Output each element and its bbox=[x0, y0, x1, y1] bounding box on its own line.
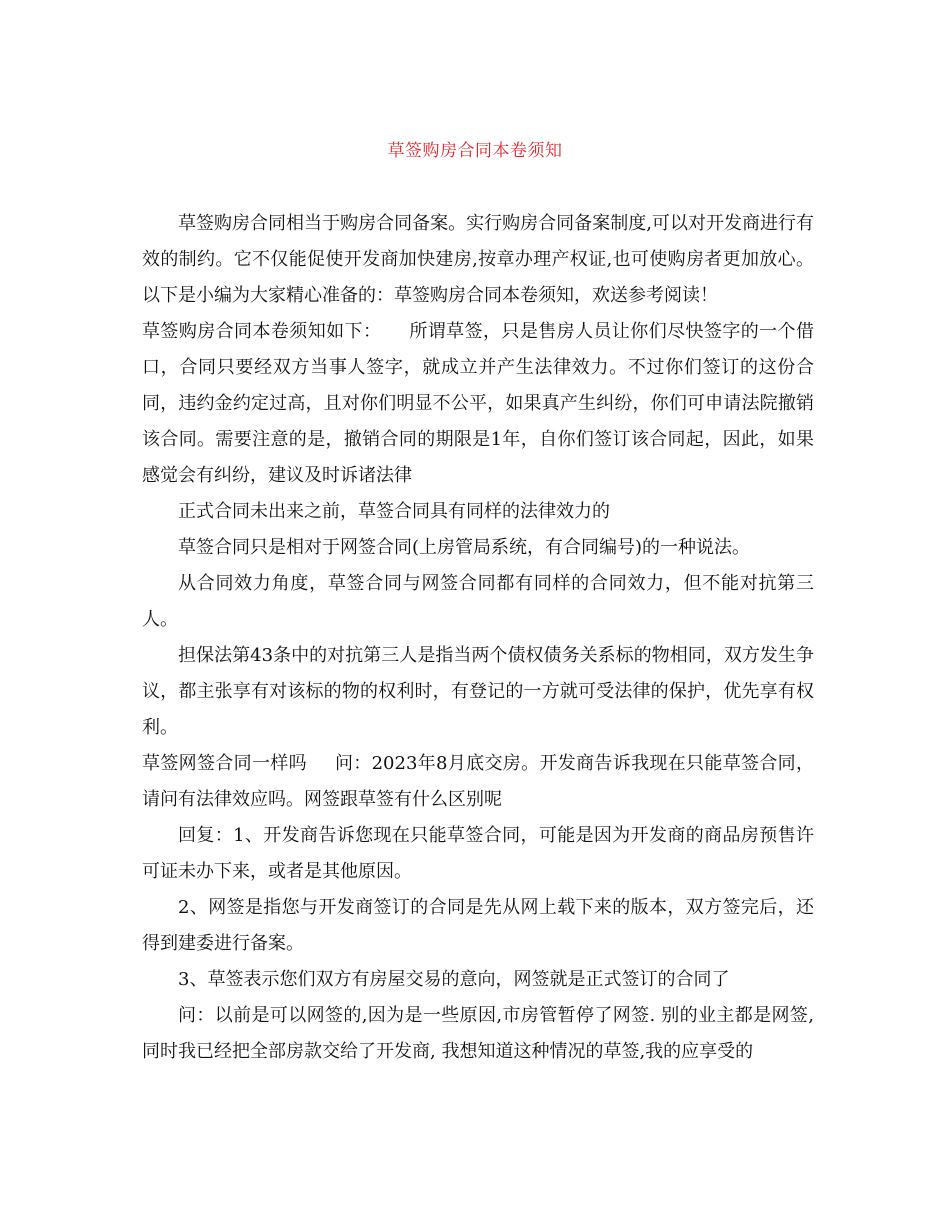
section1-heading: 草签购房合同本卷须知如下： bbox=[142, 321, 382, 342]
section2-question: 问：2023年8月底交房。开发商告诉我现在只能草签合同，请问有法律效应吗。网签跟草签有什么区别呢 bbox=[142, 753, 815, 810]
intro-paragraph: 草签购房合同相当于购房合同备案。实行购房合同备案制度,可以对开发商进行有效的制约。它不仅能促使开发商加快建房,按章办理产权证,也可使购房者更加放心。以下是小编为大家精心准备的：草签购房合同本卷须知，欢送参考阅读！ bbox=[142, 213, 814, 306]
guarantee-law-paragraph: 担保法第43条中的对抗第三人是指当两个债权债务关系标的物相同，双方发生争议，都主张享有对该标的物的权利时，有登记的一方就可受法律的保护，优先享有权利。 bbox=[142, 645, 814, 738]
reply-1-paragraph: 回复：1、开发商告诉您现在只能草签合同，可能是因为开发商的商品房预售许可证未办下来，或者是其他原因。 bbox=[142, 825, 814, 882]
page-title: 草签购房合同本卷须知 bbox=[387, 141, 563, 161]
section1-paragraph bbox=[142, 314, 814, 494]
effect-paragraph: 从合同效力角度，草签合同与网签合同都有同样的合同效力，但不能对抗第三人。 bbox=[142, 573, 814, 630]
section2-heading: 草签网签合同一样吗 bbox=[142, 753, 307, 774]
formal-contract-paragraph: 正式合同未出来之前，草签合同具有同样的法律效力的 bbox=[178, 501, 610, 522]
reply-3-paragraph: 3、草签表示您们双方有房屋交易的意向，网签就是正式签订的合同了 bbox=[178, 969, 730, 990]
relative-paragraph: 草签合同只是相对于网签合同(上房管局系统，有合同编号)的一种说法。 bbox=[178, 537, 751, 558]
section1-text: 所谓草签，只是售房人员让你们尽快签字的一个借口，合同只要经双方当事人签字，就成立并产生法律效力。不过你们签订的这份合同，违约金约定过高，且对你们明显不公平，如果真产生纠纷，你们可申请法院撤销该合同。需要注意的是，撤销合同的期限是1年，自你们签订该合同起，因此，如果感觉会有纠纷，建议及时诉诸法律 bbox=[142, 321, 815, 486]
question-2-paragraph: 问：以前是可以网签的,因为是一些原因,市房管暂停了网签. 别的业主都是网签,同时我已经把全部房款交给了开发商, 我想知道这种情况的草签,我的应享受的 bbox=[142, 1005, 814, 1062]
document-body bbox=[142, 206, 814, 1070]
section2-paragraph bbox=[142, 746, 814, 818]
reply-2-paragraph: 2、网签是指您与开发商签订的合同是先从网上载下来的版本，双方签完后，还得到建委进行备案。 bbox=[142, 897, 814, 954]
